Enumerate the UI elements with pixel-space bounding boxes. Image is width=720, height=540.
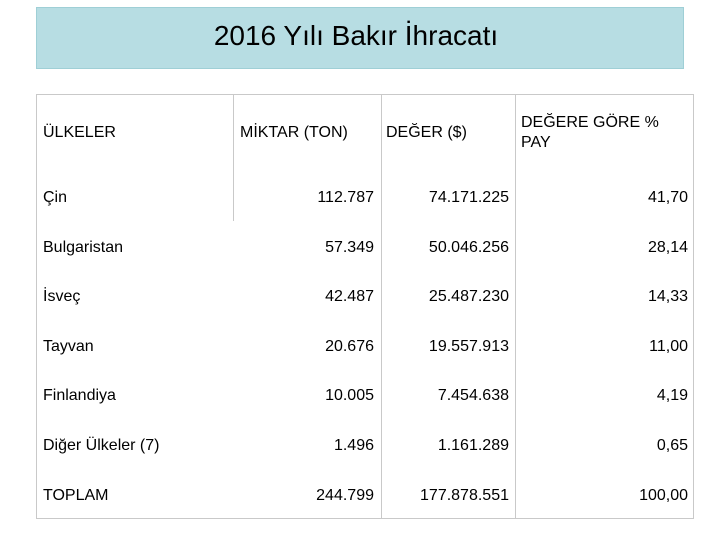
cell-value: 1.161.289	[437, 437, 509, 454]
cell-value: 25.487.230	[428, 288, 509, 305]
cell-share: 28,14	[647, 239, 688, 256]
cell-share: 100,00	[639, 487, 688, 504]
cell-country: Çin	[43, 189, 68, 206]
title-banner	[36, 7, 684, 69]
cell-quantity: 244.799	[316, 487, 374, 504]
cell-share: 0,65	[656, 437, 688, 454]
column-divider	[381, 94, 382, 519]
cell-country: Bulgaristan	[43, 239, 124, 256]
cell-country: İsveç	[43, 288, 81, 305]
cell-value: 74.171.225	[428, 189, 509, 206]
cell-value: 19.557.913	[428, 338, 509, 355]
cell-quantity: 57.349	[325, 239, 374, 256]
cell-country: Finlandiya	[43, 387, 116, 404]
cell-quantity: 42.487	[325, 288, 374, 305]
slide-title: 2016 Yılı Bakır İhracatı	[213, 20, 499, 51]
cell-share: 41,70	[647, 189, 688, 206]
cell-quantity: 10.005	[325, 387, 374, 404]
header-value: DEĞER ($)	[386, 124, 467, 141]
cell-share: 11,00	[649, 338, 688, 355]
cell-country: Diğer Ülkeler (7)	[43, 437, 160, 454]
column-divider	[233, 94, 234, 221]
cell-quantity: 20.676	[325, 338, 374, 355]
cell-share: 14,33	[647, 288, 688, 305]
cell-value: 177.878.551	[420, 487, 509, 504]
cell-share: 4,19	[656, 387, 688, 404]
cell-quantity: 1.496	[333, 437, 374, 454]
cell-country: Tayvan	[43, 338, 94, 355]
cell-quantity: 112.787	[317, 189, 374, 206]
header-countries: ÜLKELER	[43, 124, 116, 141]
cell-country: TOPLAM	[43, 487, 109, 504]
header-share: DEĞERE GÖRE % PAY	[521, 114, 659, 151]
header-quantity: MİKTAR (TON)	[240, 124, 348, 141]
column-divider	[515, 94, 516, 519]
cell-value: 7.454.638	[437, 387, 509, 404]
cell-value: 50.046.256	[428, 239, 509, 256]
